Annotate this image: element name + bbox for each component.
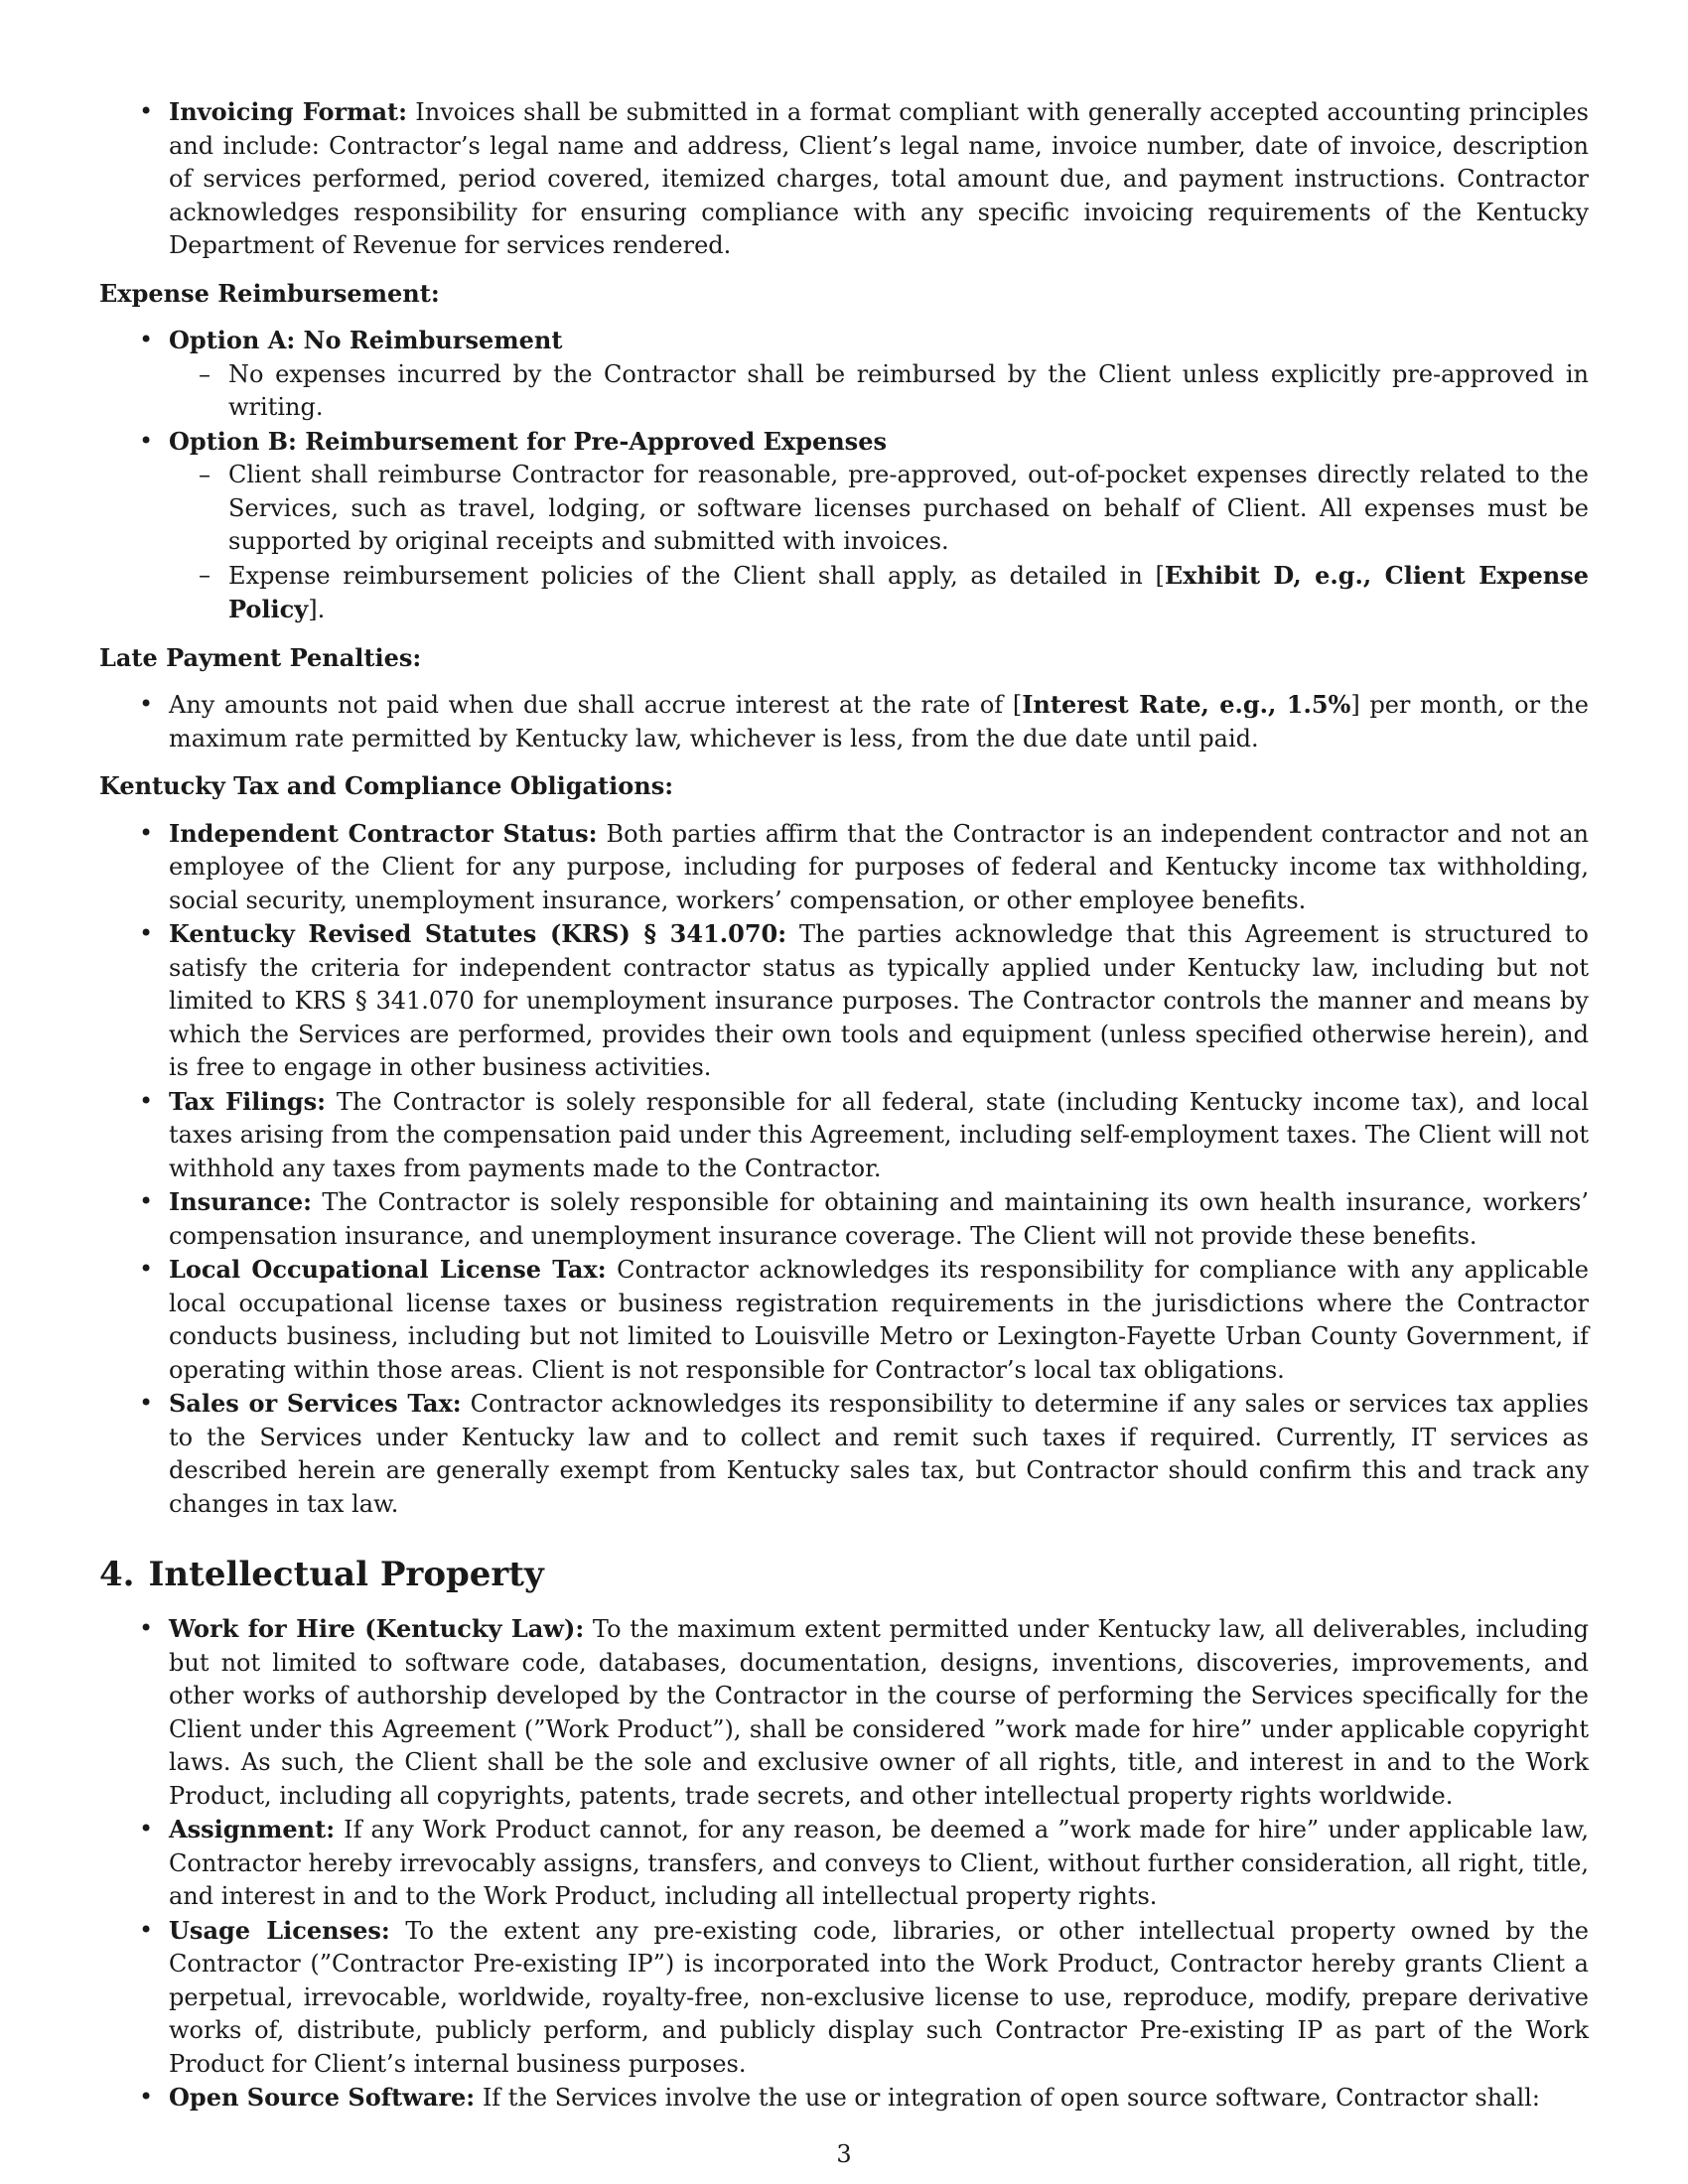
page-number: 3	[836, 2140, 852, 2168]
item-text: If the Services involve the use or integration of open source software, Contractor shall:	[482, 2084, 1540, 2112]
expense-reimbursement-heading: Expense Reimbursement:	[99, 278, 440, 308]
list-item	[99, 1185, 1589, 1253]
list-item	[99, 425, 1589, 627]
list-item	[99, 1612, 1589, 1813]
expense-policy-pre: Expense reimbursement policies of the Client shall apply, as detailed in [	[228, 561, 1165, 590]
document-page	[99, 95, 1589, 2129]
list-item	[99, 1085, 1589, 1186]
item-label: Kentucky Revised Statutes (KRS) § 341.070:	[169, 919, 787, 948]
item-label: Tax Filings:	[169, 1086, 327, 1116]
expense-options-list	[99, 324, 1589, 627]
list-item	[99, 1914, 1589, 2082]
item-text: To the maximum extent permitted under Kentucky law, all deliverables, including but not limited to software code, databases, documentation, designs, inventions, discoveries, improvements, and other works of authorship developed by the Contractor in the course of performing the Services specifically for the Client under this Agreement (”Work Product”), shall be considered ”work made for hire” under applicable copyright laws. As such, the Client shall be the sole and exclusive owner of all rights, title, and interest in and to the Work Product, including all copyrights, patents, trade secrets, and other intellectual property rights worldwide.	[169, 1615, 1590, 1810]
interest-rate-placeholder: Interest Rate, e.g., 1.5%	[1022, 690, 1351, 719]
list-item: – Client shall reimburse Contractor for reasonable, pre-approved, out-of-pocket expenses directly related to the Services, such as travel, lodging, or software licenses purchased on behalf of Client. All expenses must be supported by original receipts and submitted with invoices.	[169, 459, 1589, 559]
section-title: Intellectual Property	[148, 1555, 544, 1594]
item-label: Local Occupational License Tax:	[169, 1255, 607, 1284]
item-label: Work for Hire (Kentucky Law):	[169, 1614, 585, 1643]
item-text: To the extent any pre-existing code, libraries, or other intellectual property owned by the Contractor (”Contractor Pre-existing IP”) is incorporated into the Work Product, Contractor hereby grants Client a perpetual, irrevocable, worldwide, royalty-free, non-exclusive license to use, reproduce, modify, prepare derivative works of, distribute, publicly perform, and publicly display such Contractor Pre-existing IP as part of the Work Product for Client’s internal business purposes.	[169, 1916, 1589, 2078]
invoicing-format-text: Invoices shall be submitted in a format compliant with generally accepted accounting principles and include: Contractor’s legal name and address, Client’s legal name, invoice number, date of invoice, description of services performed, period covered, itemized charges, total amount due, and payment instructions. Contractor acknowledges responsibility for ensuring compliance with any specific invoicing requirements of the Kentucky Department of Revenue for services rendered.	[169, 98, 1589, 259]
list-item: – No expenses incurred by the Contractor shall be reimbursed by the Client unless explicitly pre-approved in writing.	[169, 358, 1589, 425]
invoicing-list	[99, 95, 1589, 263]
ip-list	[99, 1612, 1589, 2116]
list-item	[99, 1387, 1589, 1521]
option-a-label: Option A: No Reimbursement	[169, 326, 563, 354]
expense-policy-post: ].	[308, 596, 326, 623]
item-text: Both parties affirm that the Contractor is an independent contractor and not an employee of the Client for any purpose, including for purposes of federal and Kentucky income tax withholding, social security, unemployment insurance, workers’ compensation, or other employee benefits.	[169, 819, 1589, 914]
item-text: The parties acknowledge that this Agreement is structured to satisfy the criteria for independent contractor status as typically applied under Kentucky law, including but not limited to KRS § 341.070 for unemployment insurance purposes. The Contractor controls the manner and means by which the Services are performed, provides their own tools and equipment (unless specified otherwise herein), and is free to engage in other business activities.	[169, 920, 1589, 1081]
invoicing-format-label: Invoicing Format:	[169, 97, 407, 126]
late-payment-post: ] per month, or the maximum rate permitted by Kentucky law, whichever is less, from the due date until paid.	[169, 691, 1589, 752]
list-item	[99, 1253, 1589, 1387]
item-label: Sales or Services Tax:	[169, 1389, 462, 1418]
late-payment-list	[99, 688, 1589, 755]
expense-policy-placeholder: Exhibit D, e.g., Client Expense Policy	[228, 560, 1589, 623]
option-b-sublist	[169, 459, 1589, 627]
list-item	[99, 1813, 1589, 1914]
item-text: Contractor acknowledges its responsibility for compliance with any applicable local occupational license taxes or business registration requirements in the jurisdictions where the Contractor conducts business, including but not limited to Louisville Metro or Lexington-Fayette Urban County Government, if operating within those areas. Client is not responsible for Contractor’s local tax obligations.	[169, 1256, 1589, 1384]
list-item	[99, 95, 1589, 263]
item-text: The Contractor is solely responsible for all federal, state (including Kentucky income tax), and local taxes arising from the compensation paid under this Agreement, including self-employment taxes. The Client will not withhold any taxes from payments made to the Contractor.	[169, 1087, 1589, 1182]
item-label: Assignment:	[169, 1815, 336, 1843]
kentucky-tax-heading: Kentucky Tax and Compliance Obligations:	[99, 771, 674, 800]
list-item	[99, 324, 1589, 425]
section-heading	[99, 1555, 1589, 1594]
item-label: Insurance:	[169, 1187, 313, 1216]
item-label: Independent Contractor Status:	[169, 818, 598, 848]
item-text: The Contractor is solely responsible for obtaining and maintaining its own health insurance, workers’ compensation insurance, and unemployment insurance coverage. The Client will not provide these benefits.	[169, 1188, 1589, 1250]
option-b-label: Option B: Reimbursement for Pre-Approved Expenses	[169, 426, 887, 456]
list-item	[99, 917, 1589, 1085]
section-number: 4.	[99, 1555, 135, 1594]
late-payment-pre: Any amounts not paid when due shall accrue interest at the rate of [	[169, 691, 1023, 719]
item-label: Usage Licenses:	[169, 1915, 390, 1945]
kentucky-tax-list	[99, 817, 1589, 1522]
list-item	[169, 559, 1589, 627]
list-item	[99, 2081, 1589, 2116]
list-item	[99, 688, 1589, 755]
item-label: Open Source Software:	[169, 2083, 476, 2112]
option-a-sublist	[169, 358, 1589, 425]
list-item	[99, 817, 1589, 918]
item-text: If any Work Product cannot, for any reason, be deemed a ”work made for hire” under applicable law, Contractor hereby irrevocably assigns, transfers, and conveys to Client, without further consideration, all right, title, and interest in and to the Work Product, including all intellectual property rights.	[169, 1816, 1589, 1910]
late-payment-heading: Late Payment Penalties:	[99, 642, 422, 672]
item-text: Contractor acknowledges its responsibility to determine if any sales or services tax applies to the Services under Kentucky law and to collect and remit such taxes if required. Currently, IT services as described herein are generally exempt from Kentucky sales tax, but Contractor should confirm this and track any changes in tax law.	[169, 1390, 1589, 1518]
